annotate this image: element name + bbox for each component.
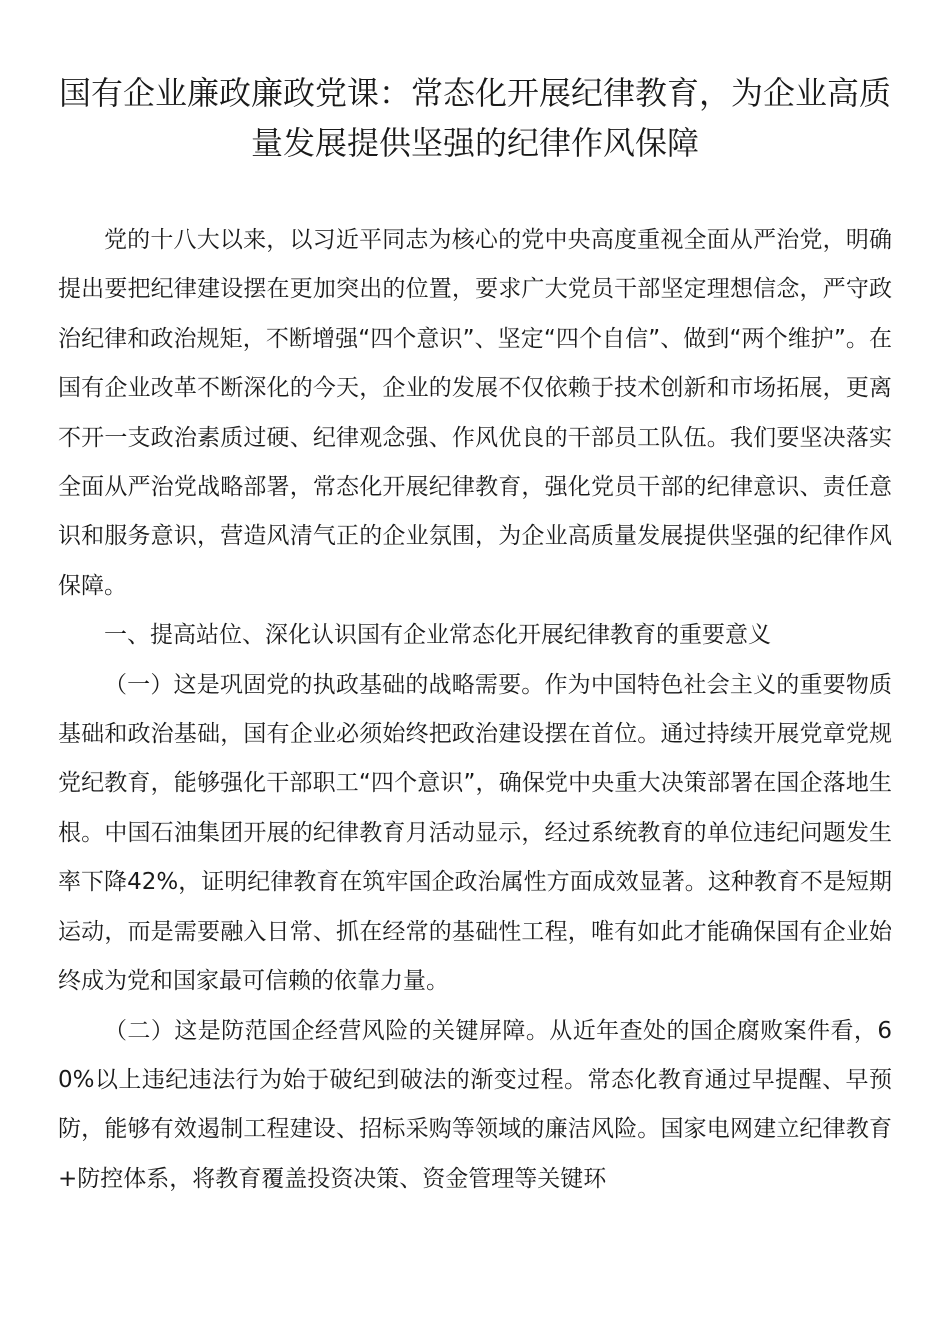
paragraph-section-1-1: （一）这是巩固党的执政基础的战略需要。作为中国特色社会主义的重要物质基础和政治基础，国有企业必须始终把政治建设摆在首位。通过持续开展党章党规党纪教育，能够强化干部职工“四个意识”，确保党中央重大决策部署在国企落地生根。中国石油集团开展的纪律教育月活动显示，经过系统教育的单位违纪问题发生率下降42%，证明纪律教育在筑牢国企政治属性方面成效显著。这种教育不是短期运动，而是需要融入日常、抓在经常的基础性工程，唯有如此才能确保国有企业始终成为党和国家最可信赖的依靠力量。 [58,671,892,995]
paragraph-section-1-2: （二）这是防范国企经营风险的关键屏障。从近年查处的国企腐败案件看，60%以上违纪违法行为始于破纪到破法的渐变过程。常态化教育通过早提醒、早预防，能够有效遏制工程建设、招标采购等领域的廉洁风险。国家电网建立纪律教育+防控体系，将教育覆盖投资决策、资金管理等关键环 [58,1017,892,1192]
document-title: 国有企业廉政廉政党课：常态化开展纪律教育，为企业高质量发展提供坚强的纪律作风保障 [58,74,891,162]
section-heading-1: 一、提高站位、深化认识国有企业常态化开展纪律教育的重要意义 [104,622,771,649]
document-body [58,216,892,1204]
paragraph-intro: 党的十八大以来，以习近平同志为核心的党中央高度重视全面从严治党，明确提出要把纪律建设摆在更加突出的位置，要求广大党员干部坚定理想信念，严守政治纪律和政治规矩，不断增强“四个意识”、坚定“四个自信”、做到“两个维护”。在国有企业改革不断深化的今天，企业的发展不仅依赖于技术创新和市场拓展，更离不开一支政治素质过硬、纪律观念强、作风优良的干部员工队伍。我们要坚决落实全面从严治党战略部署，常态化开展纪律教育，强化党员干部的纪律意识、责任意识和服务意识，营造风清气正的企业氛围，为企业高质量发展提供坚强的纪律作风保障。 [58,227,892,599]
